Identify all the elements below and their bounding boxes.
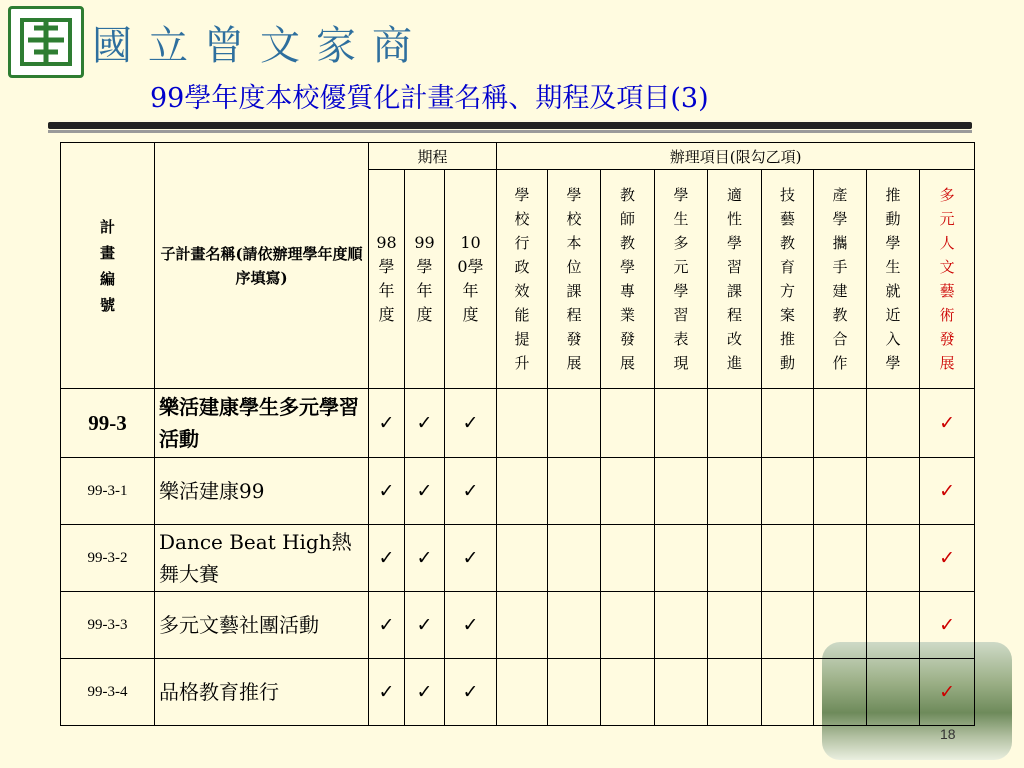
item-cell bbox=[497, 458, 548, 525]
item-cell bbox=[867, 389, 920, 458]
table-row bbox=[61, 525, 975, 592]
school-logo bbox=[8, 6, 84, 78]
plan-code: 99-3-3 bbox=[61, 592, 155, 659]
year-check-icon: ✓ bbox=[369, 389, 405, 458]
item-cell bbox=[497, 389, 548, 458]
school-name: 國立曾文家商 bbox=[92, 23, 428, 69]
item-check-icon: ✓ bbox=[920, 389, 975, 458]
period-header: 期程 bbox=[369, 143, 497, 170]
year-check-icon: ✓ bbox=[369, 592, 405, 659]
table-row bbox=[61, 458, 975, 525]
item-cell bbox=[655, 592, 708, 659]
item-cell bbox=[655, 389, 708, 458]
plan-code: 99-3 bbox=[61, 389, 155, 458]
item-cell bbox=[814, 389, 867, 458]
year-check-icon: ✓ bbox=[405, 592, 445, 659]
item-cell bbox=[814, 659, 867, 726]
year-check-icon: ✓ bbox=[445, 525, 497, 592]
year-header: 99學年度 bbox=[405, 170, 445, 389]
table-row bbox=[61, 389, 975, 458]
item-cell bbox=[814, 592, 867, 659]
item-check-icon: ✓ bbox=[920, 525, 975, 592]
item-cell bbox=[867, 659, 920, 726]
item-cell bbox=[762, 659, 814, 726]
item-cell bbox=[548, 525, 601, 592]
logo-emblem-icon bbox=[16, 14, 76, 70]
item-header: 適性學習課程改進 bbox=[708, 170, 762, 389]
item-cell bbox=[814, 525, 867, 592]
item-cell bbox=[655, 458, 708, 525]
year-check-icon: ✓ bbox=[405, 389, 445, 458]
item-header: 推動學生就近入學 bbox=[867, 170, 920, 389]
plan-name: 多元文藝社團活動 bbox=[155, 592, 369, 659]
item-header: 學校本位課程發展 bbox=[548, 170, 601, 389]
plan-table bbox=[60, 142, 975, 726]
table-row bbox=[61, 659, 975, 726]
item-header: 學生多元學習表現 bbox=[655, 170, 708, 389]
year-check-icon: ✓ bbox=[369, 525, 405, 592]
item-cell bbox=[548, 659, 601, 726]
plan-name: 樂活建康學生多元學習活動 bbox=[155, 389, 369, 458]
name-header: 子計畫名稱(請依辦理學年度順序填寫) bbox=[160, 244, 363, 287]
item-cell bbox=[708, 659, 762, 726]
name-header-cell bbox=[155, 143, 369, 389]
item-cell bbox=[497, 592, 548, 659]
item-cell bbox=[601, 525, 655, 592]
plan-code: 99-3-1 bbox=[61, 458, 155, 525]
item-header: 教師教學專業發展 bbox=[601, 170, 655, 389]
item-cell bbox=[708, 525, 762, 592]
item-check-icon: ✓ bbox=[920, 458, 975, 525]
item-header: 學校行政效能提升 bbox=[497, 170, 548, 389]
item-cell bbox=[548, 458, 601, 525]
item-cell bbox=[708, 592, 762, 659]
plan-code: 99-3-2 bbox=[61, 525, 155, 592]
table-header-row bbox=[61, 143, 975, 170]
year-check-icon: ✓ bbox=[445, 389, 497, 458]
item-cell bbox=[601, 592, 655, 659]
code-header: 計畫編號 bbox=[99, 217, 115, 314]
item-cell bbox=[548, 592, 601, 659]
item-cell bbox=[655, 659, 708, 726]
title-divider bbox=[48, 122, 972, 129]
item-cell bbox=[655, 525, 708, 592]
item-cell bbox=[497, 525, 548, 592]
item-cell bbox=[708, 458, 762, 525]
item-cell bbox=[867, 592, 920, 659]
item-cell bbox=[867, 458, 920, 525]
item-cell bbox=[762, 389, 814, 458]
items-header: 辦理項目(限勾乙項) bbox=[497, 143, 975, 170]
plan-code: 99-3-4 bbox=[61, 659, 155, 726]
item-cell bbox=[497, 659, 548, 726]
table-row bbox=[61, 592, 975, 659]
year-check-icon: ✓ bbox=[445, 659, 497, 726]
item-cell bbox=[601, 458, 655, 525]
year-header: 100學年度 bbox=[445, 170, 497, 389]
item-check-icon: ✓ bbox=[920, 592, 975, 659]
item-cell bbox=[762, 525, 814, 592]
plan-name: Dance Beat High熱舞大賽 bbox=[155, 525, 369, 592]
year-check-icon: ✓ bbox=[405, 458, 445, 525]
year-check-icon: ✓ bbox=[369, 659, 405, 726]
item-cell bbox=[762, 458, 814, 525]
year-check-icon: ✓ bbox=[369, 458, 405, 525]
title-divider-shadow bbox=[48, 130, 972, 133]
item-cell bbox=[601, 659, 655, 726]
slide-title: 99學年度本校優質化計畫名稱、期程及項目(3) bbox=[150, 83, 709, 114]
item-header: 技藝教育方案推動 bbox=[762, 170, 814, 389]
year-check-icon: ✓ bbox=[445, 458, 497, 525]
plan-name: 樂活建康99 bbox=[155, 458, 369, 525]
year-check-icon: ✓ bbox=[405, 659, 445, 726]
item-check-icon: ✓ bbox=[920, 659, 975, 726]
code-header-cell bbox=[61, 143, 155, 389]
year-header: 98學年度 bbox=[369, 170, 405, 389]
item-cell bbox=[601, 389, 655, 458]
item-header: 產學攜手建教合作 bbox=[814, 170, 867, 389]
page-number: 18 bbox=[940, 726, 956, 742]
year-check-icon: ✓ bbox=[405, 525, 445, 592]
item-cell bbox=[708, 389, 762, 458]
item-header-highlight: 多元人文藝術發展 bbox=[920, 170, 975, 389]
year-check-icon: ✓ bbox=[445, 592, 497, 659]
item-cell bbox=[867, 525, 920, 592]
item-cell bbox=[762, 592, 814, 659]
item-cell bbox=[548, 389, 601, 458]
item-cell bbox=[814, 458, 867, 525]
plan-name: 品格教育推行 bbox=[155, 659, 369, 726]
